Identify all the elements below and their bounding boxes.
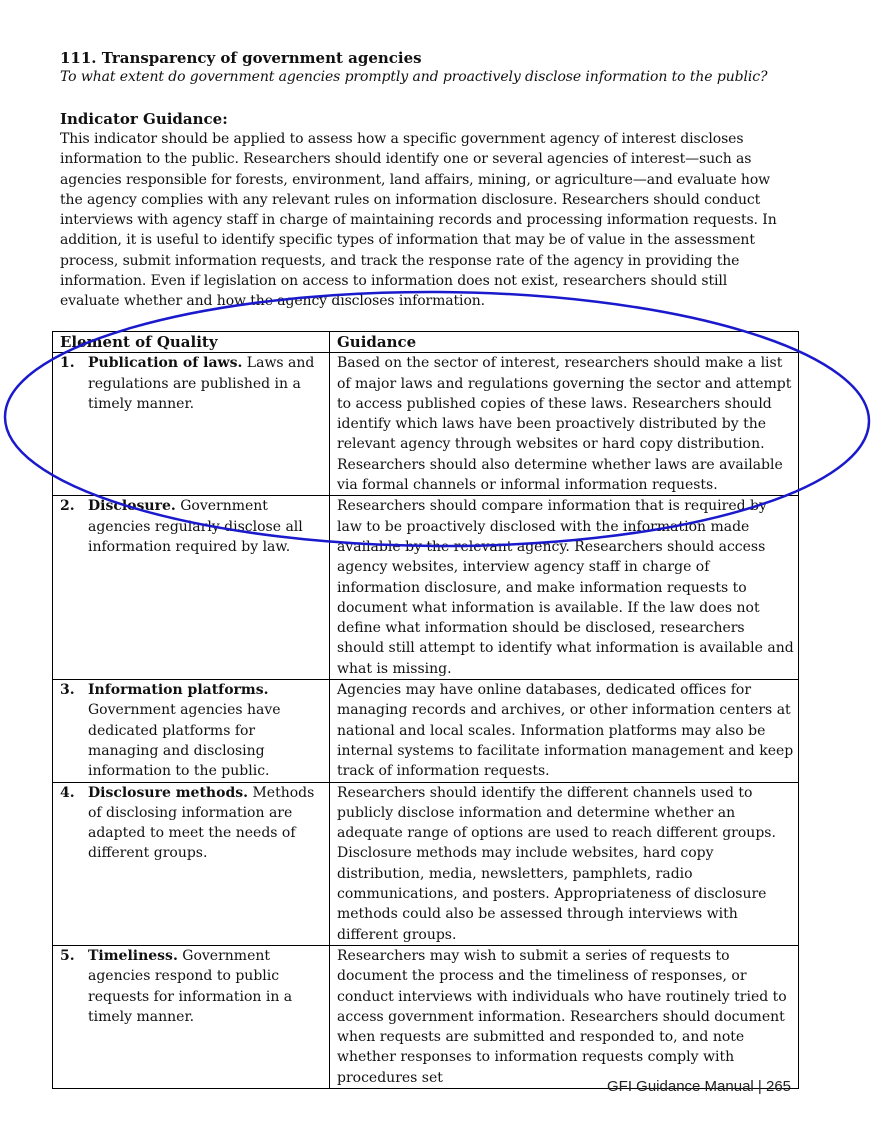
column-header-guidance: Guidance	[330, 332, 799, 353]
table-header-row	[53, 332, 799, 353]
section-heading: 111. Transparency of government agencies	[60, 49, 422, 67]
guidance-cell: Agencies may have online databases, dedicated offices for managing records and archives, or other information centers at national and local scales. Information platforms may also be internal systems to facilitate information management and keep track of information requests.	[330, 680, 799, 782]
element-number: 5.	[60, 947, 75, 964]
table-row	[53, 353, 799, 496]
table-row	[53, 945, 799, 1088]
element-description: Government agencies respond to public requests for information in a timely manner.	[88, 947, 293, 1025]
element-title: Information platforms.	[88, 682, 269, 699]
element-cell	[53, 353, 330, 496]
table-row	[53, 496, 799, 680]
element-title: Disclosure methods.	[88, 784, 248, 801]
element-cell	[53, 945, 330, 1088]
element-cell	[53, 680, 330, 782]
element-title: Timeliness.	[88, 947, 178, 964]
element-title: Publication of laws.	[88, 355, 243, 372]
guidance-cell: Researchers may wish to submit a series of requests to document the process and the timeliness of responses, or conduct interviews with individuals who have routinely tried to access government information. Researchers should document when requests are submitted and responded to, and note whether responses to information requests comply with procedures set	[330, 945, 799, 1088]
quality-table	[52, 331, 799, 1089]
element-number: 2.	[60, 498, 75, 515]
table-row	[53, 680, 799, 782]
element-number: 1.	[60, 355, 75, 372]
element-cell	[53, 496, 330, 680]
section-question: To what extent do government agencies promptly and proactively disclose information to the public?	[60, 69, 768, 85]
element-cell	[53, 782, 330, 945]
guidance-cell: Based on the sector of interest, researchers should make a list of major laws and regulations governing the sector and attempt to access published copies of these laws. Researchers should identify which laws have been proactively distributed by the relevant agency through websites or hard copy distribution. Researchers should also determine whether laws are available via formal channels or informal information requests.	[330, 353, 799, 496]
indicator-guidance-title: Indicator Guidance:	[60, 110, 228, 128]
element-description: Laws and regulations are published in a timely manner.	[88, 355, 315, 412]
page-footer: GFI Guidance Manual | 265	[607, 1078, 791, 1095]
element-description: Government agencies regularly disclose all information required by law.	[88, 498, 303, 555]
element-description: Methods of disclosing information are adapted to meet the needs of different groups.	[88, 784, 315, 862]
element-number: 4.	[60, 784, 75, 801]
element-title: Disclosure.	[88, 498, 176, 515]
column-header-element: Element of Quality	[53, 332, 330, 353]
element-description: Government agencies have dedicated platforms for managing and disclosing information to the public.	[88, 702, 281, 780]
indicator-guidance-text: This indicator should be applied to assess how a specific government agency of interest discloses information to the public. Researchers should identify one or several agencies of interest—such as agencies responsible for forests, environment, land affairs, mining, or agriculture—and evaluate how the agency complies with any relevant rules on information disclosure. Researchers should conduct interviews with agency staff in charge of maintaining records and processing information requests. In addition, it is useful to identify specific types of information that may be of value in the assessment process, submit information requests, and track the response rate of the agency in providing the information. Even if legislation on access to information does not exist, researchers should still evaluate whether and how the agency discloses information.	[60, 131, 777, 310]
guidance-cell: Researchers should identify the different channels used to publicly disclose information and determine whether an adequate range of options are used to reach different groups. Disclosure methods may include websites, hard copy distribution, media, newsletters, pamphlets, radio communications, and posters. Appropriateness of disclosure methods could also be assessed through interviews with different groups.	[330, 782, 799, 945]
element-number: 3.	[60, 682, 75, 699]
guidance-cell: Researchers should compare information that is required by law to be proactively disclosed with the information made available by the relevant agency. Researchers should access agency websites, interview agency staff in charge of information disclosure, and make information requests to document what information is available. If the law does not define what information should be disclosed, researchers should still attempt to identify what information is available and what is missing.	[330, 496, 799, 680]
table-row	[53, 782, 799, 945]
